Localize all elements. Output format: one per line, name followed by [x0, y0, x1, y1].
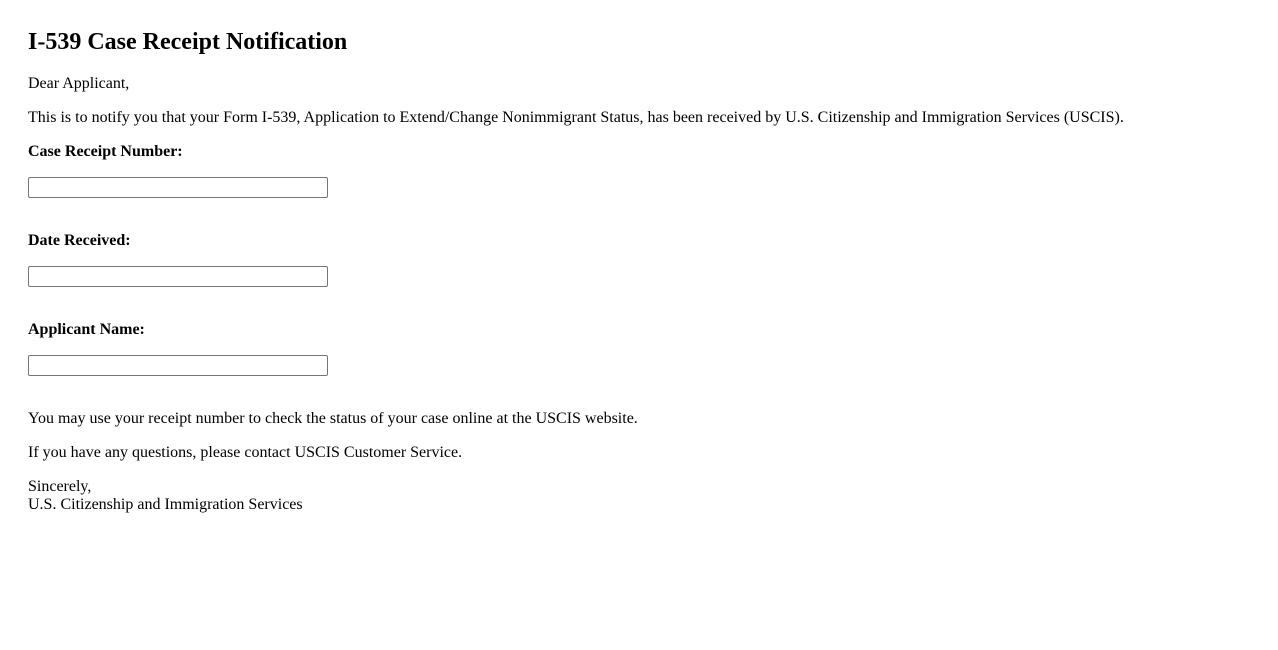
status-check-paragraph: You may use your receipt number to check the status of your case online at the USCIS website. — [28, 410, 638, 427]
signature-text: U.S. Citizenship and Immigration Services — [28, 496, 303, 513]
page-title: I-539 Case Receipt Notification — [28, 29, 348, 55]
intro-paragraph: This is to notify you that your Form I-539, Application to Extend/Change Nonimmigrant Status, has been received by U.S. Citizenship and Immigration Services (USCIS). — [28, 109, 1124, 126]
applicant-name-input[interactable] — [28, 355, 328, 376]
closing-text: Sincerely, — [28, 478, 92, 495]
date-received-input[interactable] — [28, 266, 328, 287]
receipt-number-input[interactable] — [28, 177, 328, 198]
receipt-number-label: Case Receipt Number: — [28, 143, 183, 160]
date-received-label: Date Received: — [28, 232, 131, 249]
questions-paragraph: If you have any questions, please contact USCIS Customer Service. — [28, 444, 463, 461]
applicant-name-label: Applicant Name: — [28, 321, 145, 338]
greeting-text: Dear Applicant, — [28, 75, 130, 92]
